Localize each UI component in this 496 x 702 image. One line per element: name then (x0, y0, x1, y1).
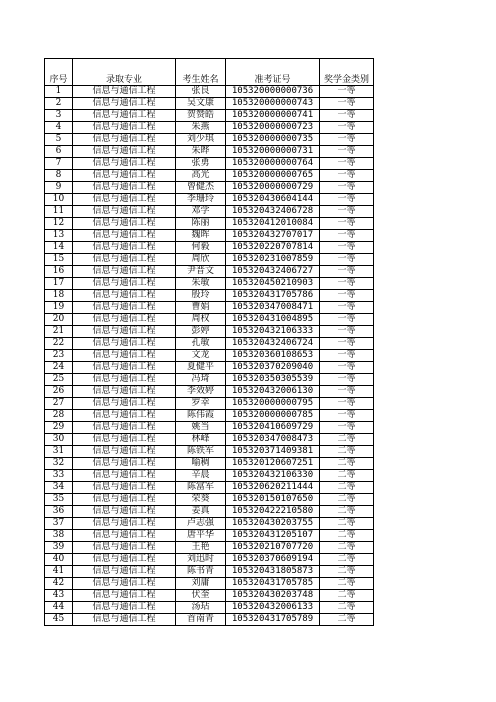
cell-grade: 一等 (320, 182, 374, 194)
cell-name: 荣葵 (176, 494, 226, 506)
table-row (45, 566, 374, 578)
cell-grade: 二等 (320, 566, 374, 578)
cell-name: 朱敏 (176, 278, 226, 290)
cell-grade: 一等 (320, 278, 374, 290)
cell-grade: 一等 (320, 338, 374, 350)
cell-grade: 一等 (320, 230, 374, 242)
cell-grade: 一等 (320, 242, 374, 254)
cell-major: 信息与通信工程 (73, 158, 176, 170)
cell-exam-id: 105320000000765 (226, 170, 320, 182)
cell-major: 信息与通信工程 (73, 302, 176, 314)
cell-serial: 35 (45, 494, 73, 506)
cell-grade: 二等 (320, 482, 374, 494)
table-row (45, 158, 374, 170)
cell-major: 信息与通信工程 (73, 254, 176, 266)
cell-exam-id: 105320000000731 (226, 146, 320, 158)
table-row (45, 470, 374, 482)
cell-serial: 15 (45, 254, 73, 266)
cell-name: 陈书青 (176, 566, 226, 578)
cell-grade: 二等 (320, 530, 374, 542)
cell-name: 陈富军 (176, 482, 226, 494)
cell-major: 信息与通信工程 (73, 362, 176, 374)
cell-name: 朱燕 (176, 122, 226, 134)
cell-serial: 42 (45, 578, 73, 590)
table-row (45, 326, 374, 338)
cell-name: 文龙 (176, 350, 226, 362)
cell-serial: 39 (45, 542, 73, 554)
header-exam-id: 准考证号 (226, 59, 320, 86)
table-row (45, 110, 374, 122)
table-row (45, 146, 374, 158)
cell-exam-id: 105320370609194 (226, 554, 320, 566)
table-row (45, 386, 374, 398)
cell-exam-id: 105320432006130 (226, 386, 320, 398)
cell-major: 信息与通信工程 (73, 590, 176, 602)
cell-serial: 14 (45, 242, 73, 254)
cell-major: 信息与通信工程 (73, 218, 176, 230)
table-row (45, 302, 374, 314)
cell-serial: 43 (45, 590, 73, 602)
header-major: 录取专业 (73, 59, 176, 86)
cell-name: 刘少琪 (176, 134, 226, 146)
table-row (45, 482, 374, 494)
cell-serial: 12 (45, 218, 73, 230)
table-row (45, 578, 374, 590)
table-row (45, 338, 374, 350)
cell-name: 尹晋文 (176, 266, 226, 278)
cell-major: 信息与通信工程 (73, 542, 176, 554)
cell-exam-id: 105320432707017 (226, 230, 320, 242)
cell-grade: 一等 (320, 134, 374, 146)
table-row (45, 458, 374, 470)
cell-exam-id: 105320432406724 (226, 338, 320, 350)
header-scholarship-grade: 奖学金类别 (320, 59, 374, 86)
table-row (45, 122, 374, 134)
cell-exam-id: 105320000000743 (226, 98, 320, 110)
cell-grade: 二等 (320, 434, 374, 446)
cell-name: 卢志强 (176, 518, 226, 530)
cell-name: 姜真 (176, 506, 226, 518)
cell-serial: 31 (45, 446, 73, 458)
cell-major: 信息与通信工程 (73, 470, 176, 482)
cell-exam-id: 105320430203755 (226, 518, 320, 530)
table-row (45, 218, 374, 230)
cell-grade: 一等 (320, 194, 374, 206)
cell-exam-id: 105320431205107 (226, 530, 320, 542)
cell-grade: 二等 (320, 506, 374, 518)
cell-exam-id: 105320422210580 (226, 506, 320, 518)
cell-serial: 23 (45, 350, 73, 362)
cell-grade: 一等 (320, 146, 374, 158)
cell-major: 信息与通信工程 (73, 434, 176, 446)
cell-name: 喻稠 (176, 458, 226, 470)
cell-major: 信息与通信工程 (73, 554, 176, 566)
cell-exam-id: 105320432406727 (226, 266, 320, 278)
table-row (45, 434, 374, 446)
cell-serial: 34 (45, 482, 73, 494)
cell-exam-id: 105320432006133 (226, 602, 320, 614)
header-row (45, 59, 374, 86)
table-row (45, 362, 374, 374)
cell-serial: 18 (45, 290, 73, 302)
table-row (45, 506, 374, 518)
cell-name: 陈伟霞 (176, 410, 226, 422)
table-row (45, 134, 374, 146)
cell-major: 信息与通信工程 (73, 338, 176, 350)
cell-name: 首南青 (176, 614, 226, 626)
cell-grade: 一等 (320, 374, 374, 386)
cell-major: 信息与通信工程 (73, 614, 176, 626)
cell-grade: 一等 (320, 398, 374, 410)
cell-exam-id: 105320000000736 (226, 86, 320, 98)
cell-name: 姚当 (176, 422, 226, 434)
cell-major: 信息与通信工程 (73, 506, 176, 518)
cell-serial: 19 (45, 302, 73, 314)
cell-grade: 二等 (320, 470, 374, 482)
cell-grade: 一等 (320, 302, 374, 314)
cell-grade: 二等 (320, 458, 374, 470)
cell-grade: 一等 (320, 362, 374, 374)
cell-major: 信息与通信工程 (73, 566, 176, 578)
cell-name: 刘迅时 (176, 554, 226, 566)
table-row (45, 206, 374, 218)
cell-name: 贺赞皓 (176, 110, 226, 122)
cell-exam-id: 105320000000729 (226, 182, 320, 194)
cell-grade: 二等 (320, 590, 374, 602)
cell-major: 信息与通信工程 (73, 110, 176, 122)
cell-exam-id: 105320430604144 (226, 194, 320, 206)
cell-grade: 二等 (320, 518, 374, 530)
cell-name: 邓学 (176, 206, 226, 218)
cell-major: 信息与通信工程 (73, 602, 176, 614)
cell-major: 信息与通信工程 (73, 326, 176, 338)
cell-serial: 4 (45, 122, 73, 134)
cell-serial: 6 (45, 146, 73, 158)
cell-name: 周欣 (176, 254, 226, 266)
table-row (45, 590, 374, 602)
cell-serial: 1 (45, 86, 73, 98)
table-row (45, 170, 374, 182)
table-row (45, 98, 374, 110)
cell-serial: 45 (45, 614, 73, 626)
cell-serial: 32 (45, 458, 73, 470)
cell-exam-id: 105320150107650 (226, 494, 320, 506)
cell-name: 高光 (176, 170, 226, 182)
cell-major: 信息与通信工程 (73, 446, 176, 458)
cell-grade: 二等 (320, 542, 374, 554)
cell-grade: 一等 (320, 314, 374, 326)
cell-name: 李效婷 (176, 386, 226, 398)
cell-name: 唐平华 (176, 530, 226, 542)
cell-major: 信息与通信工程 (73, 170, 176, 182)
cell-exam-id: 105320000000785 (226, 410, 320, 422)
cell-major: 信息与通信工程 (73, 146, 176, 158)
cell-name: 孔敏 (176, 338, 226, 350)
table-row (45, 530, 374, 542)
cell-grade: 一等 (320, 86, 374, 98)
cell-name: 何毅 (176, 242, 226, 254)
cell-grade: 二等 (320, 446, 374, 458)
table-row (45, 290, 374, 302)
cell-exam-id: 105320431805873 (226, 566, 320, 578)
cell-exam-id: 105320430203748 (226, 590, 320, 602)
cell-grade: 一等 (320, 254, 374, 266)
table-row (45, 398, 374, 410)
cell-name: 陈丽 (176, 218, 226, 230)
cell-exam-id: 105320000000795 (226, 398, 320, 410)
scholarship-table (44, 58, 374, 626)
cell-serial: 40 (45, 554, 73, 566)
cell-grade: 一等 (320, 266, 374, 278)
cell-name: 辛晨 (176, 470, 226, 482)
table-row (45, 266, 374, 278)
cell-exam-id: 105320000000723 (226, 122, 320, 134)
cell-name: 林峰 (176, 434, 226, 446)
cell-exam-id: 105320000000735 (226, 134, 320, 146)
cell-major: 信息与通信工程 (73, 398, 176, 410)
table-row (45, 554, 374, 566)
table-row (45, 86, 374, 98)
cell-serial: 11 (45, 206, 73, 218)
cell-grade: 一等 (320, 158, 374, 170)
cell-name: 罗幸 (176, 398, 226, 410)
cell-exam-id: 105320220707814 (226, 242, 320, 254)
header-name: 考生姓名 (176, 59, 226, 86)
cell-major: 信息与通信工程 (73, 206, 176, 218)
cell-name: 陈铁军 (176, 446, 226, 458)
cell-serial: 38 (45, 530, 73, 542)
cell-exam-id: 105320431705785 (226, 578, 320, 590)
table-row (45, 518, 374, 530)
cell-serial: 9 (45, 182, 73, 194)
cell-grade: 一等 (320, 290, 374, 302)
cell-exam-id: 105320347008471 (226, 302, 320, 314)
cell-serial: 33 (45, 470, 73, 482)
cell-name: 殷玲 (176, 290, 226, 302)
cell-major: 信息与通信工程 (73, 410, 176, 422)
cell-exam-id: 105320350305539 (226, 374, 320, 386)
cell-serial: 20 (45, 314, 73, 326)
cell-name: 伏奎 (176, 590, 226, 602)
cell-major: 信息与通信工程 (73, 98, 176, 110)
cell-major: 信息与通信工程 (73, 386, 176, 398)
cell-major: 信息与通信工程 (73, 182, 176, 194)
cell-name: 朱晔 (176, 146, 226, 158)
cell-exam-id: 105320210707720 (226, 542, 320, 554)
cell-serial: 44 (45, 602, 73, 614)
cell-grade: 二等 (320, 602, 374, 614)
cell-exam-id: 105320410609729 (226, 422, 320, 434)
cell-major: 信息与通信工程 (73, 134, 176, 146)
cell-serial: 28 (45, 410, 73, 422)
table-row (45, 314, 374, 326)
cell-major: 信息与通信工程 (73, 422, 176, 434)
cell-serial: 21 (45, 326, 73, 338)
cell-serial: 22 (45, 338, 73, 350)
cell-major: 信息与通信工程 (73, 314, 176, 326)
cell-exam-id: 105320360108653 (226, 350, 320, 362)
cell-exam-id: 105320620211444 (226, 482, 320, 494)
cell-name: 周权 (176, 314, 226, 326)
cell-name: 王艳 (176, 542, 226, 554)
cell-name: 曾健杰 (176, 182, 226, 194)
cell-serial: 5 (45, 134, 73, 146)
table-row (45, 182, 374, 194)
cell-major: 信息与通信工程 (73, 374, 176, 386)
cell-grade: 一等 (320, 422, 374, 434)
cell-name: 吴文康 (176, 98, 226, 110)
cell-exam-id: 105320371409381 (226, 446, 320, 458)
table-row (45, 542, 374, 554)
cell-major: 信息与通信工程 (73, 350, 176, 362)
cell-grade: 一等 (320, 218, 374, 230)
table-row (45, 242, 374, 254)
cell-name: 彭婷 (176, 326, 226, 338)
cell-serial: 3 (45, 110, 73, 122)
cell-major: 信息与通信工程 (73, 578, 176, 590)
cell-serial: 26 (45, 386, 73, 398)
cell-exam-id: 105320347008473 (226, 434, 320, 446)
table-row (45, 254, 374, 266)
cell-name: 汤玷 (176, 602, 226, 614)
cell-exam-id: 105320432106330 (226, 470, 320, 482)
cell-exam-id: 105320000000741 (226, 110, 320, 122)
cell-serial: 7 (45, 158, 73, 170)
cell-grade: 二等 (320, 614, 374, 626)
cell-major: 信息与通信工程 (73, 290, 176, 302)
cell-major: 信息与通信工程 (73, 230, 176, 242)
cell-serial: 2 (45, 98, 73, 110)
cell-major: 信息与通信工程 (73, 518, 176, 530)
cell-name: 曹娟 (176, 302, 226, 314)
cell-major: 信息与通信工程 (73, 278, 176, 290)
table-row (45, 410, 374, 422)
table-row (45, 374, 374, 386)
header-serial: 序号 (45, 59, 73, 86)
cell-major: 信息与通信工程 (73, 122, 176, 134)
cell-major: 信息与通信工程 (73, 530, 176, 542)
table-row (45, 422, 374, 434)
cell-serial: 29 (45, 422, 73, 434)
cell-exam-id: 105320120607251 (226, 458, 320, 470)
table-row (45, 494, 374, 506)
cell-exam-id: 105320431705786 (226, 290, 320, 302)
cell-serial: 24 (45, 362, 73, 374)
cell-name: 张良 (176, 86, 226, 98)
cell-exam-id: 105320431705789 (226, 614, 320, 626)
table-row (45, 278, 374, 290)
cell-grade: 一等 (320, 326, 374, 338)
cell-name: 夏健平 (176, 362, 226, 374)
cell-major: 信息与通信工程 (73, 194, 176, 206)
cell-name: 魏晖 (176, 230, 226, 242)
table-row (45, 602, 374, 614)
cell-serial: 13 (45, 230, 73, 242)
cell-serial: 8 (45, 170, 73, 182)
cell-serial: 37 (45, 518, 73, 530)
cell-major: 信息与通信工程 (73, 86, 176, 98)
cell-grade: 一等 (320, 410, 374, 422)
cell-exam-id: 105320432406728 (226, 206, 320, 218)
table-row (45, 446, 374, 458)
cell-grade: 一等 (320, 122, 374, 134)
cell-exam-id: 105320450210903 (226, 278, 320, 290)
cell-name: 刘庸 (176, 578, 226, 590)
cell-serial: 36 (45, 506, 73, 518)
cell-grade: 一等 (320, 386, 374, 398)
cell-name: 李珊玲 (176, 194, 226, 206)
cell-major: 信息与通信工程 (73, 266, 176, 278)
cell-serial: 27 (45, 398, 73, 410)
cell-exam-id: 105320412010084 (226, 218, 320, 230)
cell-exam-id: 105320000000764 (226, 158, 320, 170)
table-row (45, 614, 374, 626)
cell-serial: 16 (45, 266, 73, 278)
cell-grade: 一等 (320, 98, 374, 110)
cell-grade: 一等 (320, 206, 374, 218)
cell-grade: 一等 (320, 350, 374, 362)
cell-serial: 25 (45, 374, 73, 386)
cell-major: 信息与通信工程 (73, 494, 176, 506)
table-row (45, 194, 374, 206)
cell-serial: 41 (45, 566, 73, 578)
cell-major: 信息与通信工程 (73, 458, 176, 470)
cell-exam-id: 105320370209040 (226, 362, 320, 374)
cell-grade: 二等 (320, 554, 374, 566)
table-row (45, 350, 374, 362)
cell-name: 张勇 (176, 158, 226, 170)
cell-major: 信息与通信工程 (73, 482, 176, 494)
cell-exam-id: 105320431004895 (226, 314, 320, 326)
cell-serial: 17 (45, 278, 73, 290)
table-row (45, 230, 374, 242)
cell-major: 信息与通信工程 (73, 242, 176, 254)
cell-serial: 10 (45, 194, 73, 206)
cell-grade: 一等 (320, 170, 374, 182)
cell-grade: 一等 (320, 110, 374, 122)
cell-exam-id: 105320231007859 (226, 254, 320, 266)
cell-name: 冯琦 (176, 374, 226, 386)
cell-exam-id: 105320432106333 (226, 326, 320, 338)
cell-grade: 二等 (320, 578, 374, 590)
cell-serial: 30 (45, 434, 73, 446)
cell-grade: 二等 (320, 494, 374, 506)
